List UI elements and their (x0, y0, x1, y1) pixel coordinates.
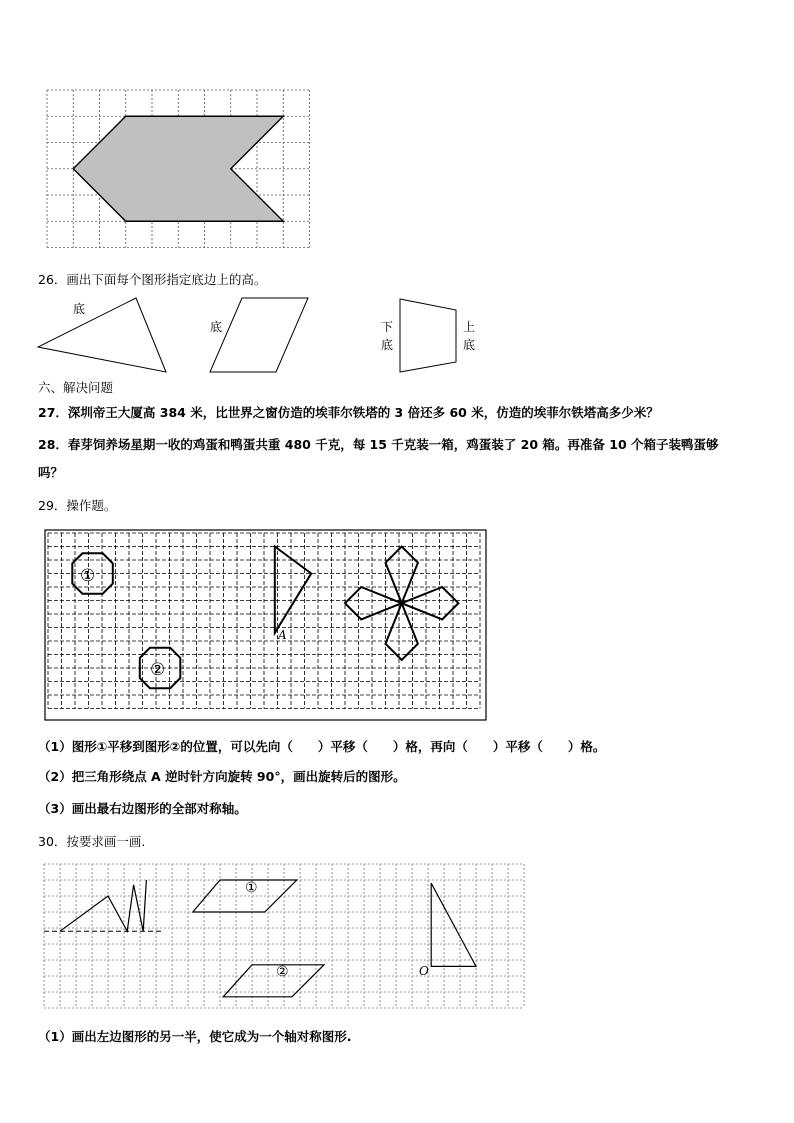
q28-text-line2: 吗？ (38, 465, 64, 480)
q29-shape2-label: ② (150, 660, 166, 680)
q29-grid-border (45, 530, 486, 720)
section-title: 六、解决问题 (38, 380, 114, 395)
q26-triangle-base-label: 底 (73, 302, 86, 316)
q29-triangle (275, 547, 311, 633)
q27-text: 27．深圳帝王大厦高 384 米，比世界之窗仿造的埃菲尔铁塔的 3 倍还多 60 米，仿造的埃菲尔铁塔高多少米？ (38, 405, 659, 420)
q26-figures (0, 290, 794, 390)
q25-grid-figure (0, 0, 794, 260)
q29-prompt: 29．操作题。 (38, 498, 117, 513)
q29-sub2: （2）把三角形绕点 A 逆时针方向旋转 90°，画出旋转后的图形。 (38, 769, 406, 784)
q29-shape1-label: ① (80, 566, 96, 586)
q28-text-line1: 28．春芽饲养场星期一收的鸡蛋和鸭蛋共重 480 千克，每 15 千克装一箱，鸡蛋装了 20 箱。再准备 10 个箱子装鸭蛋够 (38, 437, 719, 452)
q30-half-figure (60, 880, 146, 931)
q29-flower-petal (345, 587, 402, 619)
q26-parallelogram (210, 298, 308, 372)
q26-trapezoid-top-label-1: 上 (463, 320, 476, 334)
q29-flower-petal (386, 547, 418, 604)
q30-para2-label: ② (276, 964, 289, 980)
q26-parallelogram-base-label: 底 (210, 320, 223, 334)
q30-para1-label: ① (245, 880, 258, 896)
q29-flower-petal (386, 603, 418, 660)
q26-triangle (38, 298, 166, 372)
q26-trapezoid (400, 299, 456, 372)
q29-flower-center (400, 601, 404, 605)
q29-point-a-label: A (278, 628, 287, 642)
q26-prompt: 26．画出下面每个图形指定底边上的高。 (38, 272, 267, 287)
q29-sub1: （1）图形①平移到图形②的位置，可以先向（ ）平移（ ）格，再向（ ）平移（ ）格。 (38, 739, 606, 754)
q26-trapezoid-bottom-label-2: 底 (381, 338, 394, 352)
q30-grid-figure (0, 862, 794, 1022)
q29-grid-figure (0, 525, 794, 725)
q26-trapezoid-top-label-2: 底 (463, 338, 476, 352)
q26-trapezoid-bottom-label-1: 下 (381, 320, 394, 334)
q30-sub1: （1）画出左边图形的另一半，使它成为一个轴对称图形. (38, 1029, 352, 1044)
q29-flower-petal (402, 587, 459, 619)
q29-sub3: （3）画出最右边图形的全部对称轴。 (38, 801, 247, 816)
q30-prompt: 30．按要求画一画. (38, 834, 146, 849)
q30-point-o-label: O (419, 964, 429, 978)
